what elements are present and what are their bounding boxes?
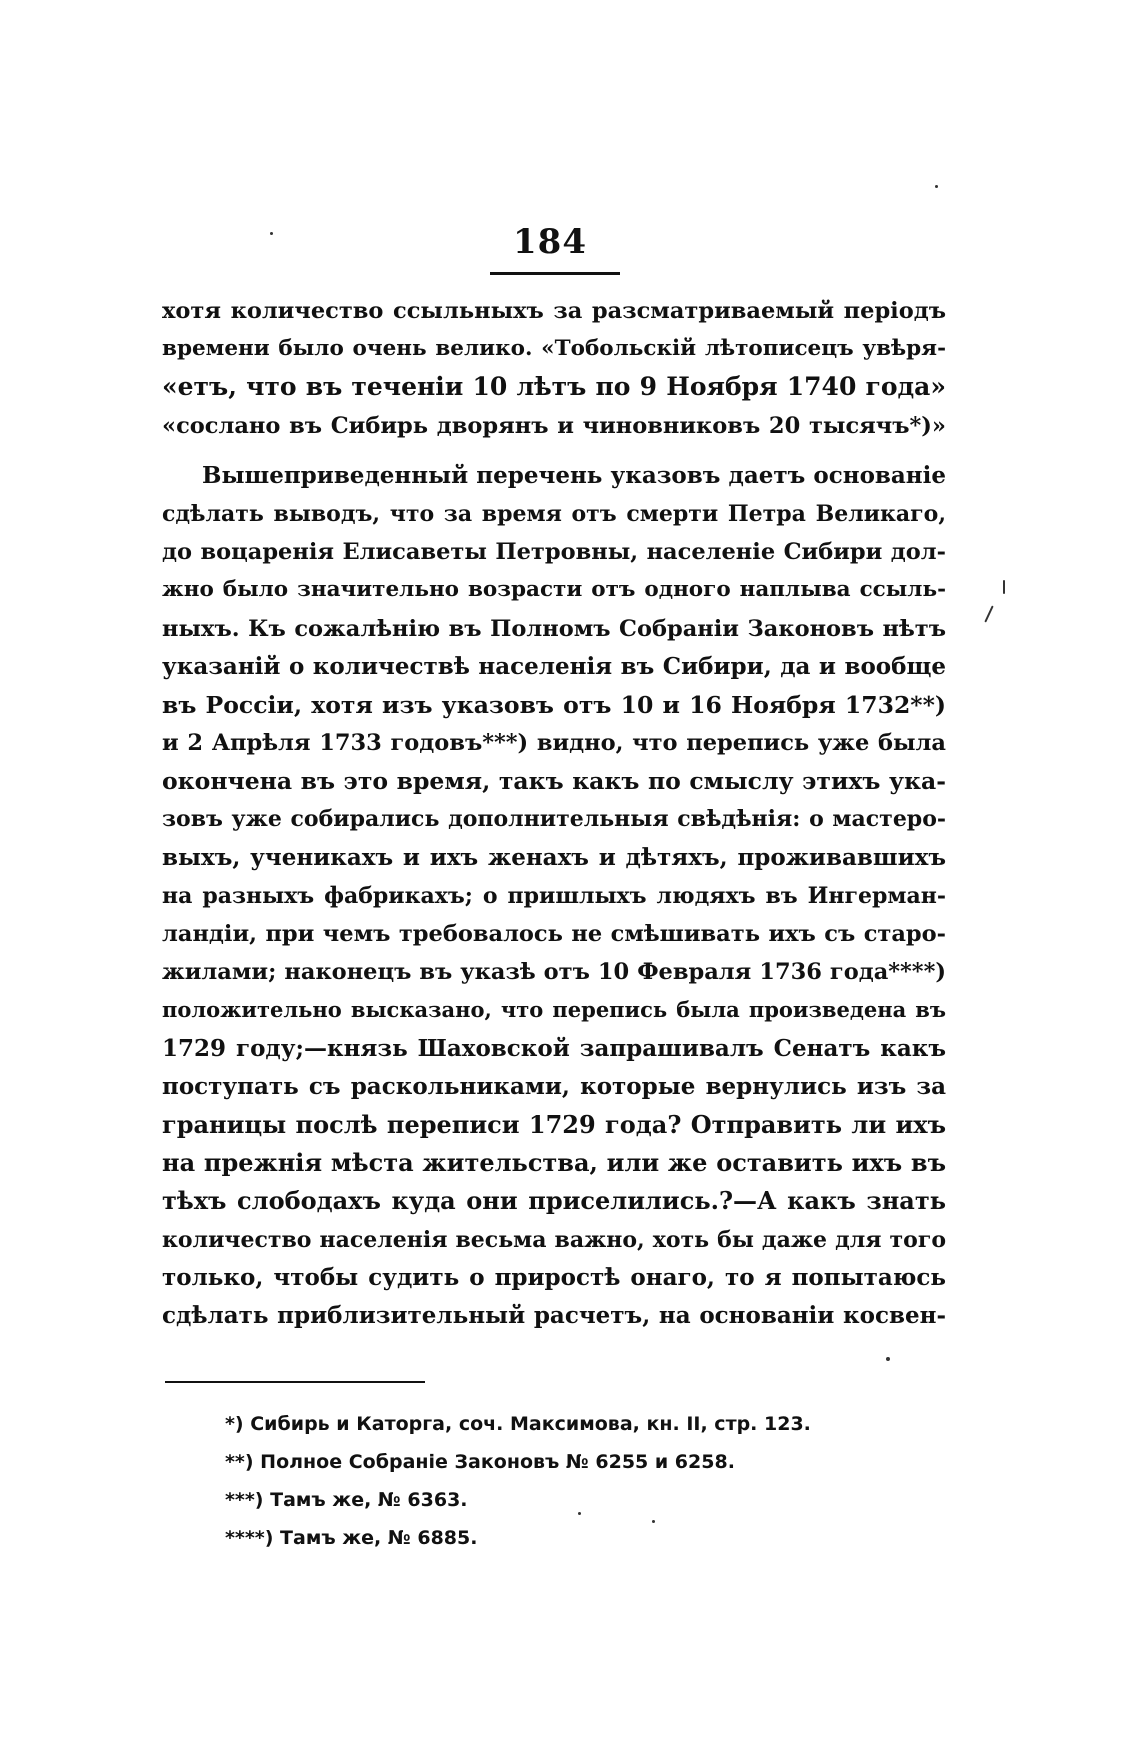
scan-speck [935,185,938,188]
footnote-3: ***) Тамъ же, № 6363. [225,1489,468,1511]
scan-speck [886,1357,890,1361]
text-line: на разныхъ фабрикахъ; о пришлыхъ людяхъ въ Ингерман- [162,882,946,909]
paragraph-1 [162,292,946,445]
paragraph-gap [162,445,946,457]
text-line: жилами; наконецъ въ указѣ отъ 10 Февраля 1736 года****) [162,959,946,986]
text-line: только, чтобы судить о приростѣ онаго, то я попытаюсь [162,1263,946,1291]
scan-speck [578,1512,581,1515]
text-line: границы послѣ переписи 1729 года? Отправить ли ихъ [162,1109,946,1139]
scan-speck [1003,580,1005,594]
text-line: на прежнія мѣста жительства, или же оставить ихъ въ [162,1148,946,1178]
text-line: выхъ, ученикахъ и ихъ женахъ и дѣтяхъ, проживавшихъ [162,843,946,871]
text-line: «етъ, что въ теченіи 10 лѣтъ по 9 Ноября 1740 года» [162,372,946,402]
text-line: времени было очень велико. «Тобольскій лѣтописецъ увѣря- [162,336,946,362]
text-line: жно было значительно возрасти отъ одного наплыва ссыль- [162,577,946,603]
text-line: тѣхъ слободахъ куда они приселились.?—А какъ знать [162,1186,946,1216]
text-line: количество населенія весьма важно, хоть бы даже для того [162,1226,946,1253]
text-line: ныхъ. Къ сожалѣнію въ Полномъ Собраніи Законовъ нѣтъ [162,615,946,642]
footnote-2: **) Полное Собраніе Законовъ № 6255 и 6258. [225,1451,735,1473]
scan-speck [984,605,993,622]
text-line: сдѣлать выводъ, что за время отъ смерти Петра Великаго, [162,500,946,527]
footnote-rule [165,1381,425,1383]
text-line: «сослано въ Сибирь дворянъ и чиновниковъ 20 тысячъ*)» [162,412,946,439]
text-line: зовъ уже собирались дополнительныя свѣдѣнія: о мастеро- [162,806,946,833]
header-rule [490,272,620,275]
text-line: поступать съ раскольниками, которые вернулись изъ за [162,1072,946,1100]
text-line: въ Россіи, хотя изъ указовъ отъ 10 и 16 Ноября 1732**) [162,690,946,719]
page-number: 184 [513,222,587,262]
footnote-4: ****) Тамъ же, № 6885. [225,1527,478,1549]
text-line: ландіи, при чемъ требовалось не смѣшивать ихъ съ старо- [162,921,946,947]
text-line: указаній о количествѣ населенія въ Сибири, да и вообще [162,652,946,680]
text-line: хотя количество ссыльныхъ за разсматриваемый періодъ [162,298,946,324]
scan-speck [270,232,273,235]
text-line: сдѣлать приблизительный расчетъ, на основаніи косвен- [162,1301,946,1329]
text-line: до воцаренія Елисаветы Петровны, населеніе Сибири дол- [162,539,946,566]
text-line: 1729 году;—князь Шаховской запрашивалъ Сенатъ какъ [162,1034,946,1062]
body-text [162,292,946,1335]
text-line: положительно высказано, что перепись была произведена въ [162,997,946,1023]
text-line: и 2 Апрѣля 1733 годовъ***) видно, что перепись уже была [162,730,946,757]
paragraph-2 [162,457,946,1335]
text-line: Вышеприведенный перечень указовъ даетъ основаніе [202,461,946,489]
text-line: окончена въ это время, такъ какъ по смыслу этихъ ука- [162,767,946,796]
footnote-1: *) Сибирь и Каторга, соч. Максимова, кн. II, стр. 123. [225,1413,811,1435]
scan-speck [652,1520,655,1523]
footnotes [225,1405,925,1557]
